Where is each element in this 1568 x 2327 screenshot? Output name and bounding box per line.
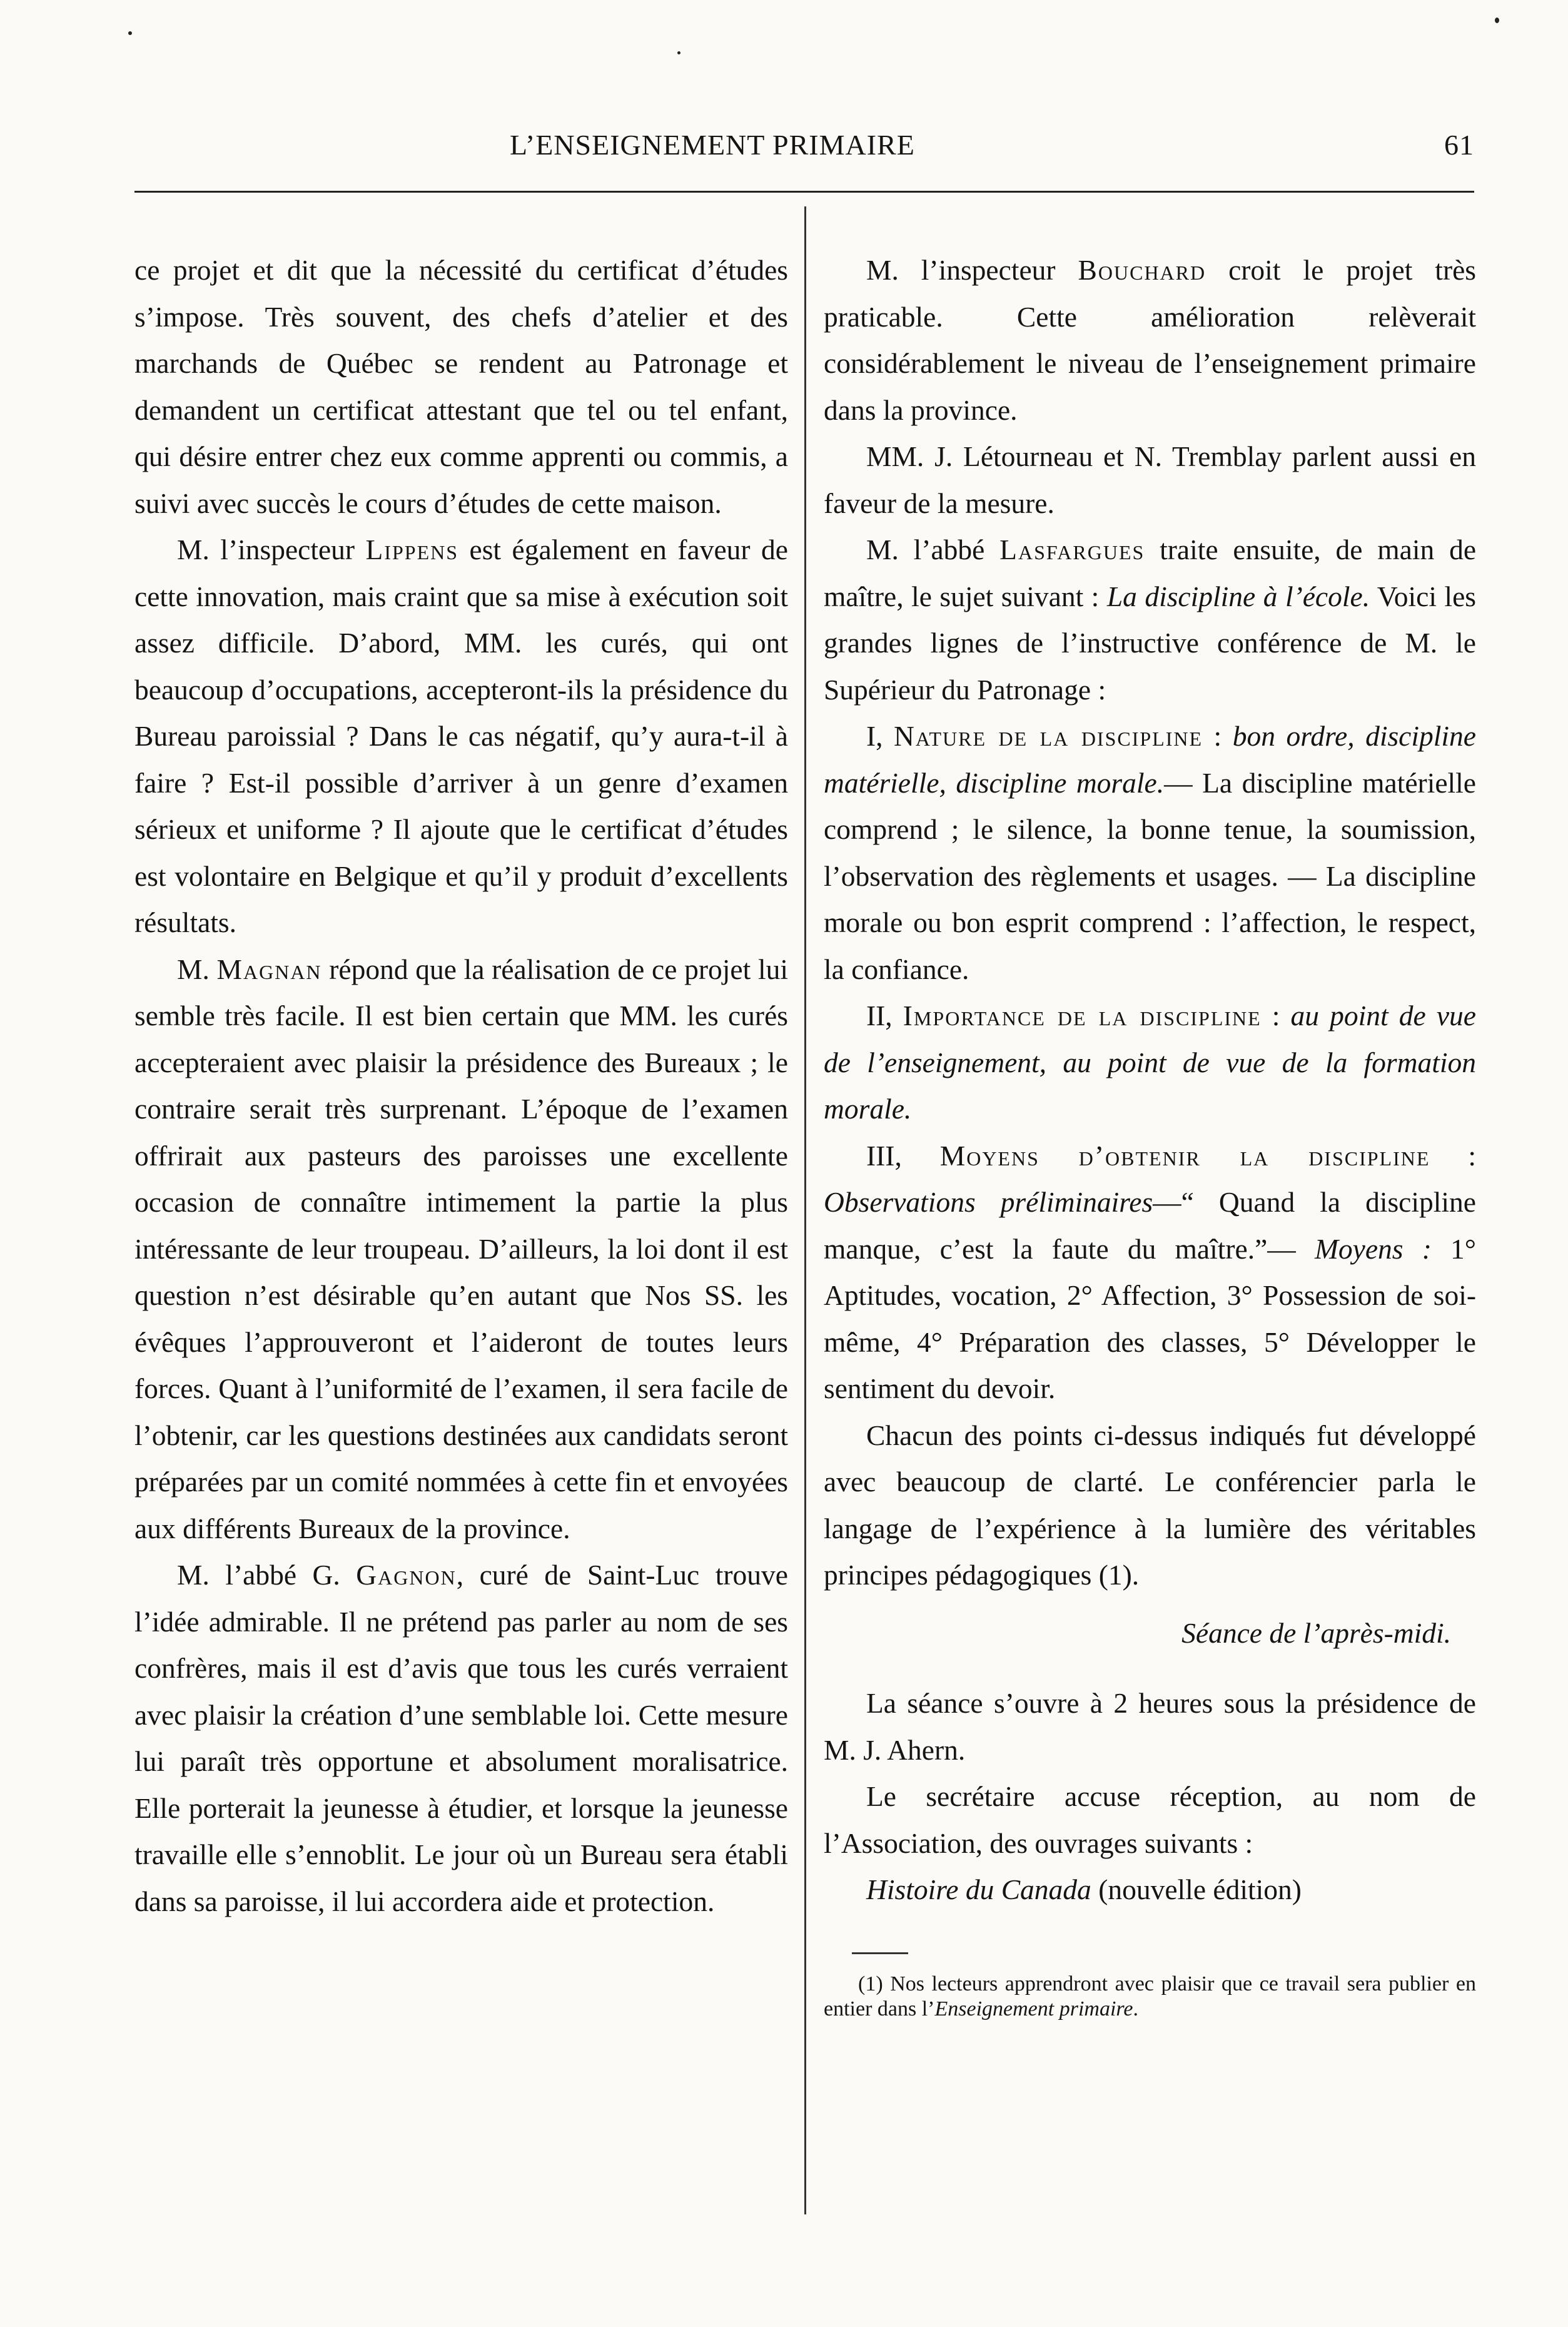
paragraph: MM. J. Létourneau et N. Tremblay parlent aussi en faveur de la mesure. <box>824 440 1476 519</box>
text-run: . <box>1133 1997 1138 2020</box>
right-column <box>824 247 1476 2022</box>
italic-text: Enseignement primaire <box>934 1997 1133 2020</box>
paragraph: La séance s’ouvre à 2 heures sous la présidence de M. J. Ahern. <box>824 1687 1476 1766</box>
text-run: M. l’inspecteur <box>866 254 1078 286</box>
left-column <box>134 247 788 1925</box>
running-head <box>134 128 1474 178</box>
paragraph <box>824 527 1476 713</box>
paragraph: Le secrétaire accuse réception, au nom de l’Association, des ouvrages suivants : <box>824 1780 1476 1859</box>
text-run: II, <box>866 1000 903 1032</box>
footnote-rule <box>852 1952 908 1954</box>
lecture-topic: La discipline à l’école. <box>1106 580 1370 612</box>
speaker-name: Lasfargues <box>999 534 1145 565</box>
text-run: Voici les grandes lignes de l’instructive conférence de M. le Supérieur du Patronage : <box>824 580 1476 706</box>
header-rule <box>134 191 1474 193</box>
text-run: croit le projet très praticable. Cette amélioration relèverait considérablement le niveau de l’enseignement primaire dans la province. <box>824 254 1476 426</box>
text-run: —“ Quand la discipline manque, c’est la faute du maître.”— <box>824 1186 1476 1265</box>
paragraph <box>824 1867 1476 1914</box>
text-run: M. <box>177 953 217 985</box>
text-run: répond que la réalisation de ce projet lui semble très facile. Il est bien certain que MM. les curés accepteraient avec plaisir la présidence des Bureaux ; le contraire serait très surprenant. L’époque de l’examen offrirait aux pasteurs des paroisses une excellente occasion de connaître intimement la partie la plus intéressante de leur troupeau. D’ailleurs, la loi dont il est question n’est désirable qu’en autant que Nos SS. les évêques l’approuveront et l’aideront de toutes leurs forces. Quant à l’uniformité de l’examen, il sera facile de l’obtenir, car les questions destinées aux candidats seront préparées par un comité nommées à cette fin et envoyées aux différents Bureaux de la province. <box>134 953 788 1544</box>
paragraph <box>824 1133 1476 1412</box>
text-run: est également en faveur de cette innovation, mais craint que sa mise à exécution soit assez difficile. D’abord, MM. les curés, qui ont beaucoup d’occupations, accepteront-ils la présidence du Bureau paroissial ? Dans le cas négatif, qu’y aura-t-il à faire ? Est-il possible d’arriver à un genre d’examen sérieux et uniforme ? Il ajoute que le certificat d’études est volontaire en Belgique et qu’il y produit d’excellents résultats. <box>134 534 788 938</box>
paragraph: ce projet et dit que la nécessité du certificat d’études s’impose. Très souvent, des chefs d’atelier et des marchands de Québec se rendent au Patronage et demandent un certificat attestant que tel ou tel enfant, qui désire entrer chez eux comme apprenti ou commis, a suivi avec succès le cours d’études de cette maison. <box>134 254 788 519</box>
speaker-name: Magnan <box>216 953 322 985</box>
print-speck <box>677 51 680 54</box>
speaker-name: Lippens <box>365 534 459 565</box>
text-run: — La discipline matérielle comprend ; le silence, la bonne tenue, la soumission, l’observation des règlements et usages. — La discipline morale ou bon esprit comprend : l’affection, le respect, la confiance. <box>824 766 1477 985</box>
text-run: : <box>1261 1000 1291 1032</box>
running-title: L’ENSEIGNEMENT PRIMAIRE <box>510 129 915 161</box>
text-run: (1) Nos lecteurs apprendront avec plaisir que ce travail sera publier en entier dans l’ <box>824 1972 1476 2020</box>
text-run: : <box>1430 1139 1476 1172</box>
book-title: Histoire du Canada <box>866 1873 1091 1905</box>
text-run: M. l’abbé <box>866 534 1000 565</box>
paragraph <box>824 247 1476 433</box>
page-number: 61 <box>1444 129 1474 161</box>
paragraph <box>134 527 788 946</box>
italic-text: bon ordre, discipline matérielle, discipline morale. <box>824 720 1476 799</box>
italic-text: Moyens : <box>1315 1232 1432 1265</box>
outline-heading: Importance de la discipline <box>903 1000 1262 1032</box>
paragraph <box>134 1552 788 1925</box>
speaker-name: Bouchard <box>1078 254 1206 286</box>
text-run: (nouvelle édition) <box>1091 1873 1302 1905</box>
text-run: M. l’inspecteur <box>177 534 366 565</box>
outline-heading: Nature de la discipline <box>894 720 1203 752</box>
text-run: M. l’abbé G. <box>177 1559 357 1591</box>
print-speck <box>128 31 132 35</box>
text-run: , curé de Saint-Luc trouve l’idée admirable. Il ne prétend pas parler au nom de ses confrères, mais il est d’avis que tous les curés verraient avec plaisir la création d’une semblable loi. Cette mesure lui paraît très opportune et absolument moralisatrice. Elle porterait la jeunesse à étudier, et lorsque la jeunesse travaille elle s’ennoblit. Le jour où un Bureau sera établi dans sa paroisse, il lui accordera aide et protection. <box>134 1559 788 1917</box>
italic-text: Observations préliminaires <box>824 1186 1153 1218</box>
text-run: 1° Aptitudes, vocation, 2° Affection, 3° Possession de soi-même, 4° Préparation des classes, 5° Développer le sentiment du devoir. <box>824 1232 1476 1404</box>
paragraph <box>824 993 1476 1133</box>
paragraph: Chacun des points ci-dessus indiqués fut développé avec beaucoup de clarté. Le conférencier parla le langage de l’expérience à la lumière des véritables principes pédagogiques (1). <box>824 1419 1476 1591</box>
outline-heading: Moyens d’obtenir la discipline <box>939 1139 1430 1172</box>
paragraph <box>824 713 1476 993</box>
print-speck <box>1495 18 1499 23</box>
text-run: III, <box>866 1139 940 1172</box>
paragraph <box>134 946 788 1553</box>
speaker-name: Gagnon <box>356 1559 457 1591</box>
footnote <box>824 1972 1476 2022</box>
text-run: I, <box>866 720 894 752</box>
column-divider <box>804 206 806 2214</box>
text-run: traite ensuite, de main de maître, le sujet suivant : <box>824 534 1477 612</box>
italic-text: au point de vue de l’enseignement, au point de vue de la formation morale. <box>824 1000 1476 1125</box>
section-heading: Séance de l’après-midi. <box>1181 1616 1451 1649</box>
text-run: : <box>1203 720 1233 752</box>
